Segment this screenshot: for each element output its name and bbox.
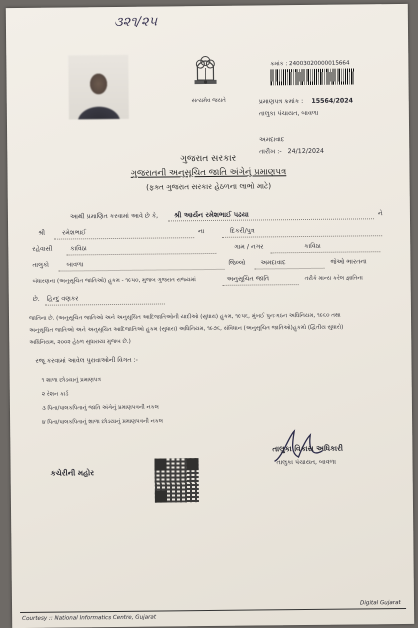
body-line5-a: બંધારણના (અનુસૂચિત જાતિઓ) હુકમ - ૧૯૫૦, મુજબ ગુજરાત રાજ્યમાં <box>32 277 196 285</box>
body-line4-c: જેઓ ભારતના <box>330 258 367 266</box>
gov-heading: ગુજરાત સરકાર <box>180 153 237 165</box>
certificate-paper <box>6 4 414 628</box>
cert-id-row: ક્રમાંક : 24003020000015664 <box>270 60 350 68</box>
cert-no-row: પ્રમાણપત્ર ક્રમાંક : 15564/2024 <box>258 97 354 106</box>
evidence-item: ૩ પિતા/પાલકપિતાનું જાતિ અંગેનું પ્રમાણપત્રની નકલ <box>41 404 159 412</box>
taluka: બાવળા <box>66 261 84 269</box>
religion-caste: હિન્દુ વણકર <box>46 295 79 303</box>
office-stamp-label: કચેરીની મહોર <box>50 468 95 478</box>
body-line2-b: ના <box>198 228 205 236</box>
footer-digital-gujarat: Digital Gujarat <box>359 600 401 607</box>
category: અનુસૂચિત જાતિ <box>226 275 270 283</box>
legal-para-line2: અનુસૂચિત જાતિઓ અને અનુસૂચિત આદિજાતિઓ હુકમ (સુધારા) અધિનિયમ, ૧૯૭૬, સંવિધાન (અનુસૂચિત જાતિઓ)હુકમો (દ્વિતીય સુધારો) <box>29 324 344 334</box>
applicant-photo <box>68 55 129 120</box>
evidence-item: ૪ પિતા/પાલકપિતાનું શાળા છોડયાનું પ્રમાણપત્રની નકલ <box>42 418 164 426</box>
body-line1-prefix: આથી પ્રમાણિત કરવામાં આવે છે કે, <box>69 212 159 221</box>
certificate-subtitle: (ફક્ત ગુજરાત સરકાર હેઠળના લાભો માટે) <box>146 181 272 192</box>
body-line3-c: ગામ / નગર <box>234 243 264 251</box>
body-line4-a: તાલુકો <box>32 261 49 269</box>
evidence-list-title: રજૂ કરવામાં આવેલ પુરાવાઓની વિગત :- <box>35 356 138 365</box>
evidence-item: ૨ રેશન કાર્ડ <box>41 391 69 398</box>
footer-courtesy: Courtesy :: National Informatics Centre, Gujarat <box>22 614 157 622</box>
body-line4-b: જિલ્લો <box>228 259 246 267</box>
district: અમદાવાદ <box>260 259 286 267</box>
body-line5-b: તરીકે માન્ય કરેલ જ્ઞાતિના <box>304 275 363 283</box>
body-line6-a: છે. <box>32 295 40 303</box>
village-2: કાવિઠા <box>304 242 321 251</box>
qr-code <box>154 458 198 502</box>
father-name: રમેશભાઈ <box>62 229 87 237</box>
body-line2-a: શ્રી <box>38 229 46 237</box>
handwritten-number: ૩૨૧/૨૫ <box>113 14 158 30</box>
body-line1-suffix: ને <box>377 210 383 218</box>
office-line: તાલુકા પંચાયત, બાવળા <box>258 109 319 118</box>
body-line3-a: રહેવાસી <box>32 245 53 253</box>
applicant-name: શ્રી આર્યન રમેશભાઈ પઢયા <box>173 210 249 220</box>
barcode <box>270 68 354 85</box>
village: કાવિઠા <box>70 245 87 253</box>
certificate-title: ગુજરાતની અનુસૂચિત જાતિ અંગેનું પ્રમાણપત્ર <box>130 167 287 179</box>
officer-office: તાલુકા પંચાયત, બાવળા <box>276 458 337 467</box>
place-line: અમદાવાદ <box>259 136 285 144</box>
date-row: તારીખ :- 24/12/2024 <box>259 147 324 156</box>
national-emblem-icon <box>188 50 222 96</box>
officer-title: તાલુકા વિકાસ અધિકારી <box>272 443 344 454</box>
evidence-item: ૧ શાળા છોડયાનું પ્રમાણપત્ર <box>41 377 102 384</box>
emblem-caption: સત્યમેવ જયતે <box>191 97 226 105</box>
footer-divider <box>20 608 406 613</box>
legal-para-line3: અધિનિયમ, ૨૦૦૨ હેઠળ સુધારાયા મુજબ છે.) <box>29 338 131 346</box>
body-line2-c: દિકરી/પુત્ર <box>230 227 255 235</box>
legal-para-line1: જાતિના છે. (અનુસૂચિત જાતિઓ અને અનુસૂચિત આદિજાતિઓની યાદીઓ (સુધારા) હુકમ, ૧૯૫૬, મુંબઈ પુનઃગઠન અધિનિયમ, ૧૯૬૦ તથા <box>28 312 341 322</box>
